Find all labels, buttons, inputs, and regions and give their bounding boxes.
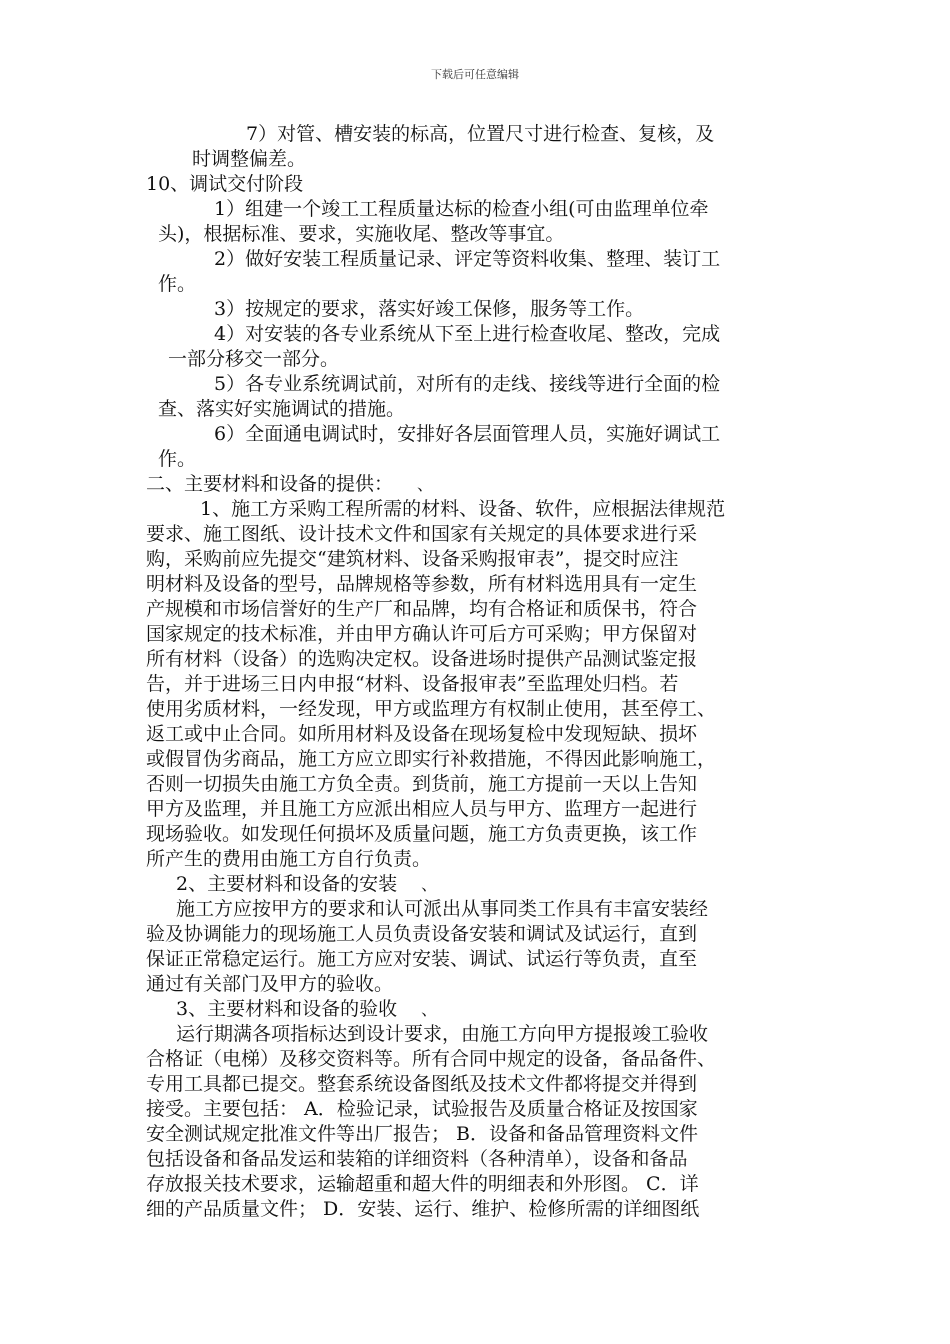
text-line: [146, 822, 814, 847]
line-text: 1）组建一个竣工工程质量达标的检查小组(可由监理单位牵: [214, 198, 709, 220]
line-text: 2）做好安装工程质量记录、评定等资料收集、整理、装订工: [214, 248, 721, 270]
text-line: [146, 872, 814, 897]
paragraph: [146, 322, 814, 372]
line-text: 甲方及监理，并且施工方应派出相应人员与甲方、监理方一起进行: [146, 798, 698, 820]
text-line: [146, 522, 814, 547]
line-text: 细的产品质量文件； D．安装、运行、维护、检修所需的详细图纸: [146, 1198, 700, 1220]
line-text: 查、落实好实施调试的措施。: [158, 398, 406, 420]
line-text: 保证正常稳定运行。施工方应对安装、调试、试运行等负责，直至: [146, 948, 698, 970]
page-header: 下载后可任意编辑: [431, 68, 519, 81]
text-line: [146, 247, 814, 272]
line-text: 运行期满各项指标达到设计要求，由施工方向甲方提报竣工验收: [176, 1023, 709, 1045]
line-text: 使用劣质材料，一经发现，甲方或监理方有权制止使用，甚至停工、: [146, 698, 717, 720]
paragraph: [146, 997, 814, 1022]
paragraph: [146, 497, 814, 872]
text-line: [146, 322, 814, 347]
line-text: 专用工具都已提交。整套系统设备图纸及技术文件都将提交并得到: [146, 1073, 698, 1095]
line-text: 国家规定的技术标准，并由甲方确认许可后方可采购；甲方保留对: [146, 623, 698, 645]
paragraph: [146, 872, 814, 897]
paragraph: [146, 247, 814, 297]
text-line: [146, 397, 814, 422]
line-text: 2、主要材料和设备的安装: [176, 873, 398, 895]
line-text: 存放报关技术要求，运输超重和超大件的明细表和外形图。 C．详: [146, 1173, 699, 1195]
text-line: [146, 697, 814, 722]
text-line: [146, 847, 814, 872]
paragraph: [146, 422, 814, 472]
line-text: 3、主要材料和设备的验收: [176, 998, 398, 1020]
text-line: [146, 922, 814, 947]
text-line: [146, 172, 814, 197]
paragraph: [146, 297, 814, 322]
text-line: [146, 972, 814, 997]
text-line: [146, 472, 814, 497]
text-line: [146, 1097, 814, 1122]
line-text: 6）全面通电调试时，安排好各层面管理人员，实施好调试工: [214, 423, 721, 445]
line-text: 3）按规定的要求，落实好竣工保修，服务等工作。: [214, 298, 645, 320]
text-line: [146, 672, 814, 697]
text-line: [146, 297, 814, 322]
line-text: 施工方应按甲方的要求和认可派出从事同类工作具有丰富安装经: [176, 898, 709, 920]
line-text: 现场验收。如发现任何损坏及质量问题，施工方负责更换，该工作: [146, 823, 698, 845]
text-line: [146, 372, 814, 397]
text-line: [146, 1122, 814, 1147]
line-text: 1、施工方采购工程所需的材料、设备、软件，应根据法律规范: [200, 498, 726, 520]
line-text: 一部分移交一部分。: [168, 348, 340, 370]
paragraph: [146, 472, 814, 497]
paragraph: [146, 172, 814, 197]
text-line: [146, 572, 814, 597]
paragraph: [146, 372, 814, 422]
line-text: 要求、施工图纸、设计技术文件和国家有关规定的具体要求进行采: [146, 523, 698, 545]
stray-mark: 、: [421, 1000, 438, 1019]
text-line: [146, 747, 814, 772]
text-line: [146, 272, 814, 297]
text-line: [146, 897, 814, 922]
line-text: 10、调试交付阶段: [146, 173, 304, 195]
line-text: 所有材料（设备）的选购决定权。设备进场时提供产品测试鉴定报: [146, 648, 698, 670]
text-line: [146, 547, 814, 572]
line-text: 5）各专业系统调试前，对所有的走线、接线等进行全面的检: [214, 373, 721, 395]
line-text: 安全测试规定批准文件等出厂报告； B．设备和备品管理资料文件: [146, 1123, 699, 1145]
line-text: 验及协调能力的现场施工人员负责设备安装和调试及试运行，直到: [146, 923, 698, 945]
line-text: 购，采购前应先提交“建筑材料、设备采购报审表”，提交时应注: [146, 548, 679, 570]
document-body: [146, 122, 814, 1222]
stray-mark: 、: [417, 475, 434, 494]
text-line: [146, 947, 814, 972]
line-text: 头)，根据标准、要求，实施收尾、整改等事宜。: [158, 223, 565, 245]
text-line: [146, 1072, 814, 1097]
line-text: 或假冒伪劣商品，施工方应立即实行补救措施，不得因此影响施工，: [146, 748, 717, 770]
text-line: [146, 722, 814, 747]
text-line: [146, 797, 814, 822]
text-line: [146, 772, 814, 797]
line-text: 合格证（电梯）及移交资料等。所有合同中规定的设备，备品备件、: [146, 1048, 717, 1070]
text-line: [146, 447, 814, 472]
line-text: 接受。主要包括： A．检验记录，试验报告及质量合格证及按国家: [146, 1098, 698, 1120]
text-line: [146, 1147, 814, 1172]
text-line: [146, 422, 814, 447]
text-line: [146, 1172, 814, 1197]
line-text: 否则一切损失由施工方负全责。到货前，施工方提前一天以上告知: [146, 773, 698, 795]
text-line: [146, 347, 814, 372]
text-line: [146, 597, 814, 622]
line-text: 所产生的费用由施工方自行负责。: [146, 848, 432, 870]
text-line: [146, 1022, 814, 1047]
text-line: [146, 197, 814, 222]
line-text: 7）对管、槽安装的标高，位置尺寸进行检查、复核，及: [246, 123, 715, 145]
line-text: 返工或中止合同。如所用材料及设备在现场复检中发现短缺、损坏: [146, 723, 698, 745]
paragraph: [146, 897, 814, 997]
paragraph: [146, 1022, 814, 1222]
stray-mark: 、: [421, 875, 438, 894]
line-text: 告，并于进场三日内申报“材料、设备报审表”至监理处归档。若: [146, 673, 679, 695]
line-text: 4）对安装的各专业系统从下至上进行检查收尾、整改，完成: [214, 323, 721, 345]
line-text: 通过有关部门及甲方的验收。: [146, 973, 394, 995]
line-text: 作。: [158, 448, 197, 470]
line-text: 明材料及设备的型号，品牌规格等参数，所有材料选用具有一定生: [146, 573, 698, 595]
paragraph: [146, 197, 814, 247]
text-line: [146, 122, 814, 147]
line-text: 时调整偏差。: [192, 148, 307, 170]
text-line: [146, 622, 814, 647]
line-text: 作。: [158, 273, 197, 295]
line-text: 二、主要材料和设备的提供：: [146, 473, 394, 495]
text-line: [146, 1197, 814, 1222]
text-line: [146, 147, 814, 172]
line-text: 包括设备和备品发运和装箱的详细资料（各种清单），设备和备品: [146, 1148, 688, 1170]
paragraph: [146, 122, 814, 172]
text-line: [146, 647, 814, 672]
line-text: 产规模和市场信誉好的生产厂和品牌，均有合格证和质保书，符合: [146, 598, 698, 620]
text-line: [146, 497, 814, 522]
text-line: [146, 222, 814, 247]
text-line: [146, 997, 814, 1022]
text-line: [146, 1047, 814, 1072]
